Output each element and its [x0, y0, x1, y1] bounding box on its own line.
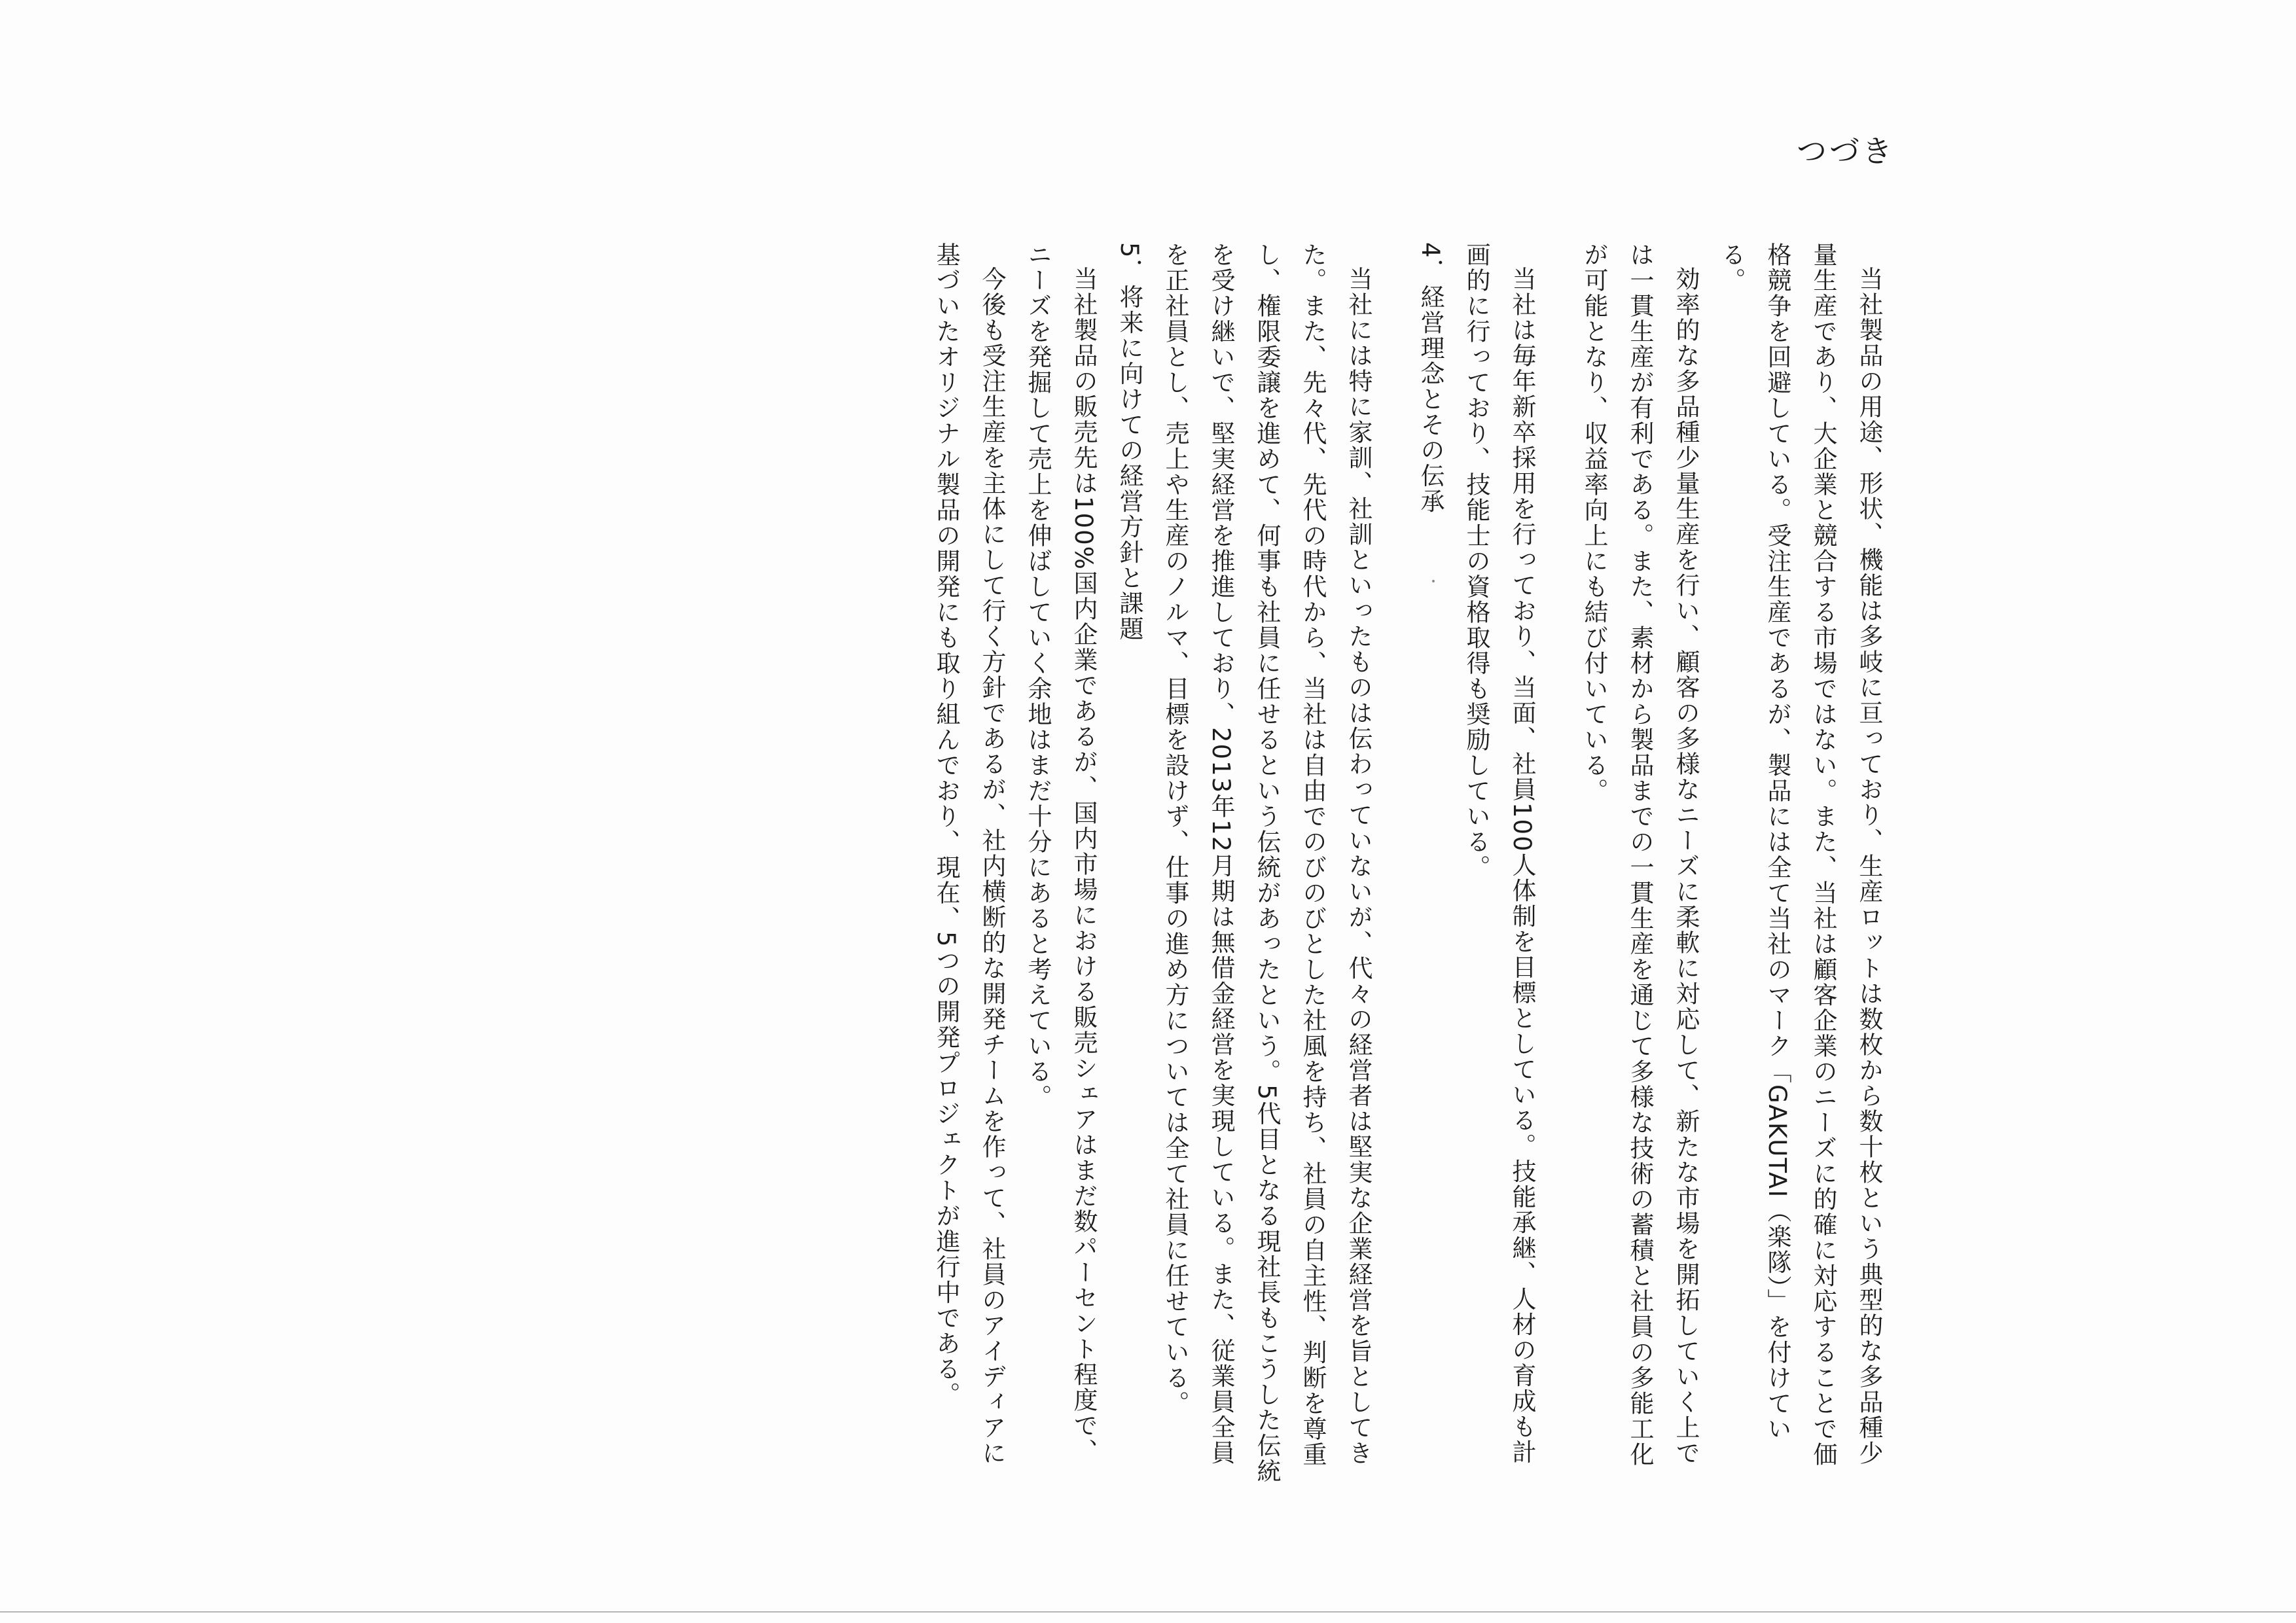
section4-heading: 4．経営理念とその伝承 — [1416, 242, 1444, 514]
vertical-text-body — [726, 242, 1892, 1486]
section5-paragraph-1: 当社製品の販売先は100%国内企業であるが、国内市場における販売シェアはまだ数パーセント程度で、ニーズを発掘して売上を伸ばしていく余地はまだ十分にあると考えている。 — [1024, 242, 1098, 1464]
section5-heading: 5．将来に向けての経営方針と課題 — [1115, 242, 1143, 642]
scan-speck — [1432, 580, 1435, 582]
section3-paragraph-3: 当社は毎年新卒採用を行っており、当面、社員100人体制を目標としている。技能承継、人材の育成も計画的に行っており、技能士の資格取得も奨励している。 — [1462, 242, 1536, 1465]
continued-label: つづき — [1797, 134, 1895, 169]
section5-paragraph-2: 今後も受注生産を主体にして行く方針であるが、社内横断的な開発チームを作って、社員のアイディアに基づいたオリジナル製品の開発にも取り組んでおり、現在、5つの開発プロジェクトが進行中である。 — [932, 242, 1006, 1466]
section4-paragraph-1: 当社には特に家訓、社訓といったものは伝わっていないが、代々の経営者は堅実な企業経営を旨としてきた。また、先々代、先代の時代から、当社は自由でのびのびとした社風を持ち、社員の自主性、判断を尊重し、権限委譲を進めて、何事も社員に任せるという伝統があったという。5代目となる現社長もこうした伝統を受け継いで、堅実経営を推進しており、2013年12月期は無借金経営を実現している。また、従業員全員を正社員とし、売上や生産のノルマ、目標を設けず、仕事の進め方については全て社員に任せている。 — [1161, 242, 1372, 1484]
scan-edge-line — [0, 1611, 2296, 1613]
section3-paragraph-1: 当社製品の用途、形状、機能は多岐に亘っており、生産ロットは数枚から数十枚という典型的な多品種少量生産であり、大企業と競合する市場ではない。また、当社は顧客企業のニーズに的確に対応することで価格競争を回避している。受注生産であるが、製品には全て当社のマーク「GAKUTAI（楽隊）」を付けている。 — [1717, 242, 1883, 1467]
section3-paragraph-2: 効率的な多品種少量生産を行い、顧客の多様なニーズに柔軟に対応して、新たな市場を開拓していく上では一貫生産が有利である。また、素材から製品までの一貫生産を通じて多様な技術の蓄積と社員の多能工化が可能となり、収益率向上にも結び付いている。 — [1580, 242, 1700, 1467]
